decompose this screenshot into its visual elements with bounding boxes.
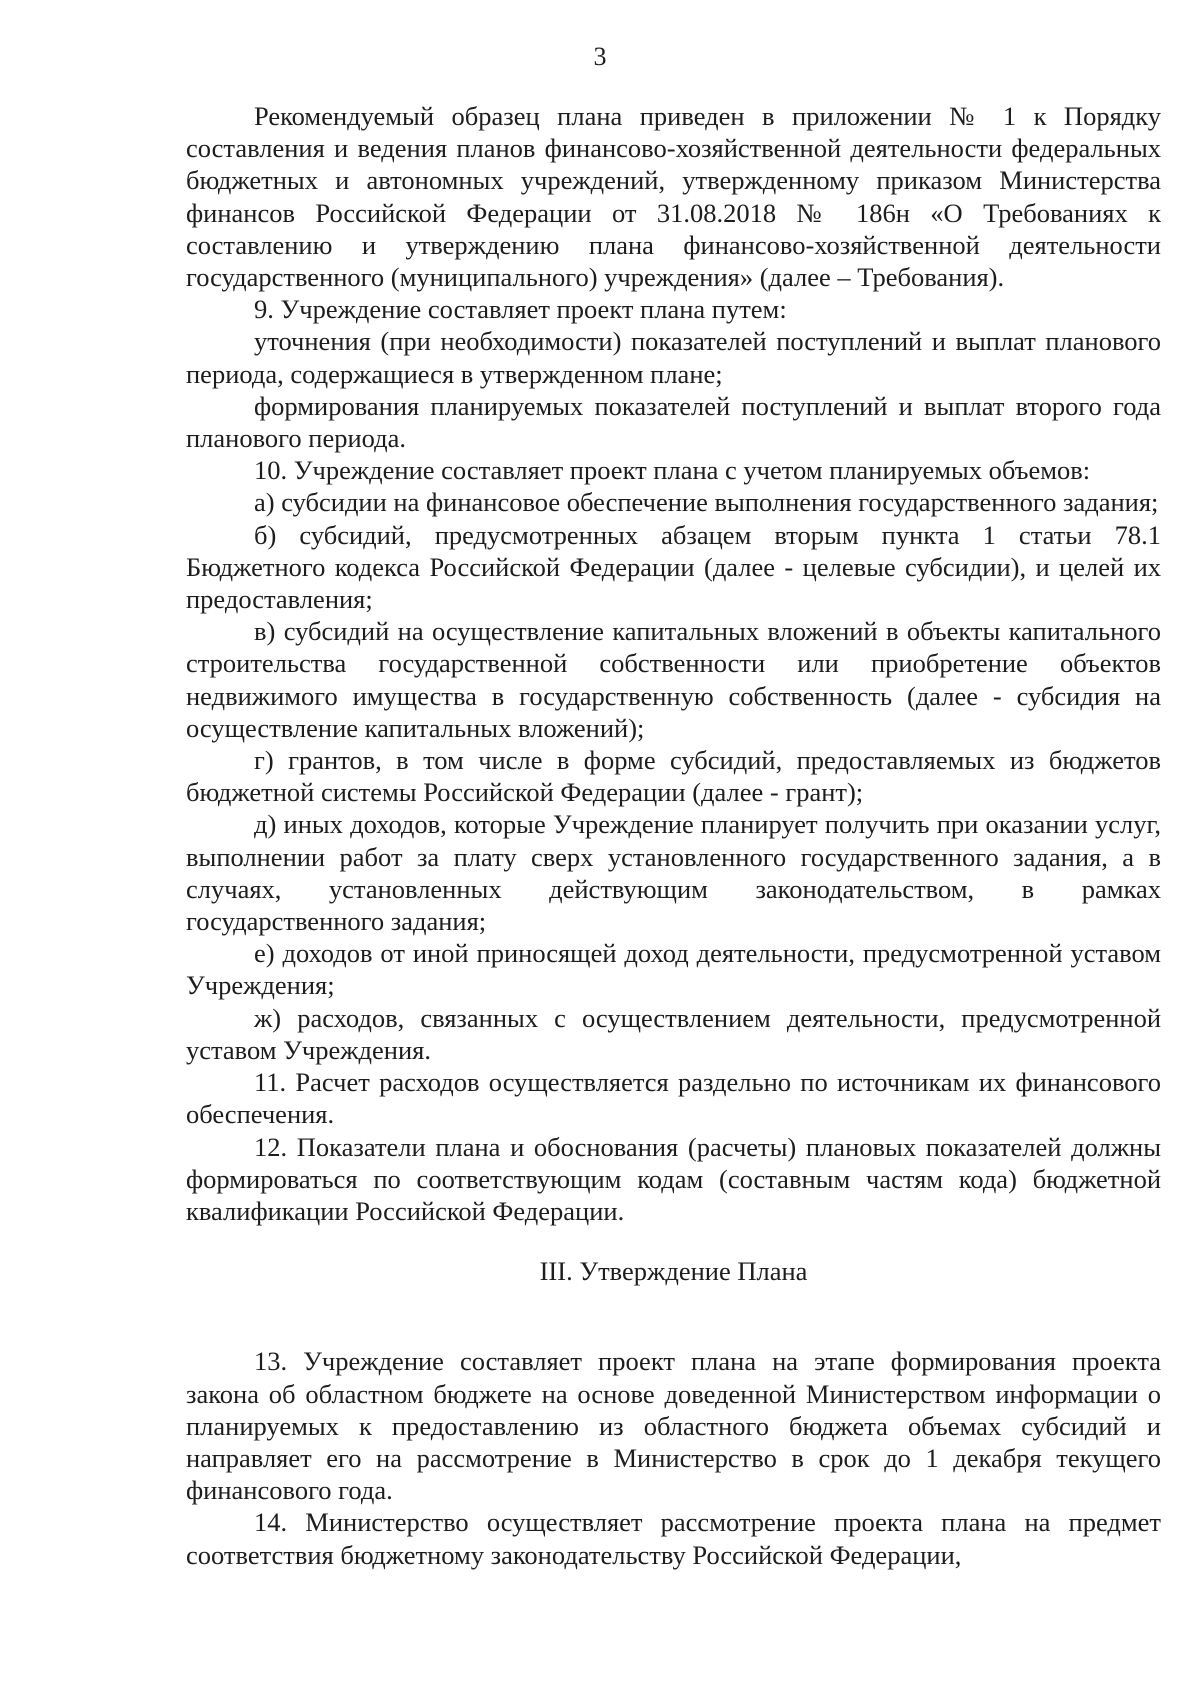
paragraph-item-9-clarification: уточнения (при необходимости) показателей поступлений и выплат планового периода, содержащиеся в утвержденном плане; (186, 326, 1161, 389)
paragraph-item-9: 9. Учреждение составляет проект плана путем: (254, 294, 787, 325)
paragraph-item-10: 10. Учреждение составляет проект плана с учетом планируемых объемов: (254, 455, 1091, 486)
paragraph-item-11: 11. Расчет расходов осуществляется раздельно по источникам их финансового обеспечения. (186, 1067, 1161, 1130)
paragraph-item-13: 13. Учреждение составляет проект плана на этапе формирования проекта закона об областном бюджете на основе доведенной Министерством информации о планируемых к предоставлению из областного бюджета объемах субсидий и направляет его на рассмотрение в Министерство в срок до 1 декабря текущего финансового года. (186, 1346, 1161, 1506)
section-heading: III. Утверждение Плана (539, 1256, 808, 1287)
paragraph-item-9-formation: формирования планируемых показателей поступлений и выплат второго года планового периода. (186, 390, 1161, 454)
paragraph-item-10-a: а) субсидии на финансовое обеспечение выполнения государственного задания; (254, 487, 1159, 518)
paragraph-item-10-v: в) субсидий на осуществление капитальных вложений в объекты капитального строительства государственной собственности или приобретение объектов недвижимого имущества в государственную собственность (далее - субсидия на осуществление капитальных вложений); (186, 616, 1161, 743)
paragraph-item-10-d: д) иных доходов, которые Учреждение планирует получить при оказании услуг, выполнении работ за плату сверх установленного государственного задания, а в случаях, установленных действующим законодательством, в рамках государственного задания; (186, 809, 1161, 937)
paragraph-sample-plan: Рекомендуемый образец плана приведен в приложении № 1 к Порядку составления и ведения планов финансово-хозяйственной деятельности федеральных бюджетных и автономных учреждений, утвержденному приказом Министерства финансов Российской Федерации от 31.08.2018 № 186н «О Требованиях к составлению и утверждению плана финансово-хозяйственной деятельности государственного (муниципального) учреждения» (далее – Требования). (186, 101, 1161, 293)
paragraph-item-10-g: г) грантов, в том числе в форме субсидий, предоставляемых из бюджетов бюджетной системы Российской Федерации (далее - грант); (186, 745, 1161, 808)
paragraph-item-10-b: б) субсидий, предусмотренных абзацем вторым пункта 1 статьи 78.1 Бюджетного кодекса Российской Федерации (далее - целевые субсидии), и целей их предоставления; (186, 519, 1161, 615)
page-number: 3 (593, 42, 607, 71)
paragraph-item-10-zh: ж) расходов, связанных с осуществлением деятельности, предусмотренной уставом Учреждения. (186, 1002, 1161, 1065)
paragraph-item-10-e: е) доходов от иной приносящей доход деятельности, предусмотренной уставом Учреждения; (186, 938, 1161, 1001)
paragraph-item-14: 14. Министерство осуществляет рассмотрение проекта плана на предмет соответствия бюджетному законодательству Российской Федерации, (186, 1507, 1161, 1570)
paragraph-item-12: 12. Показатели плана и обоснования (расчеты) плановых показателей должны формироваться по соответствующим кодам (составным частям кода) бюджетной квалификации Российской Федерации. (186, 1131, 1161, 1226)
document-body (186, 100, 1161, 1571)
